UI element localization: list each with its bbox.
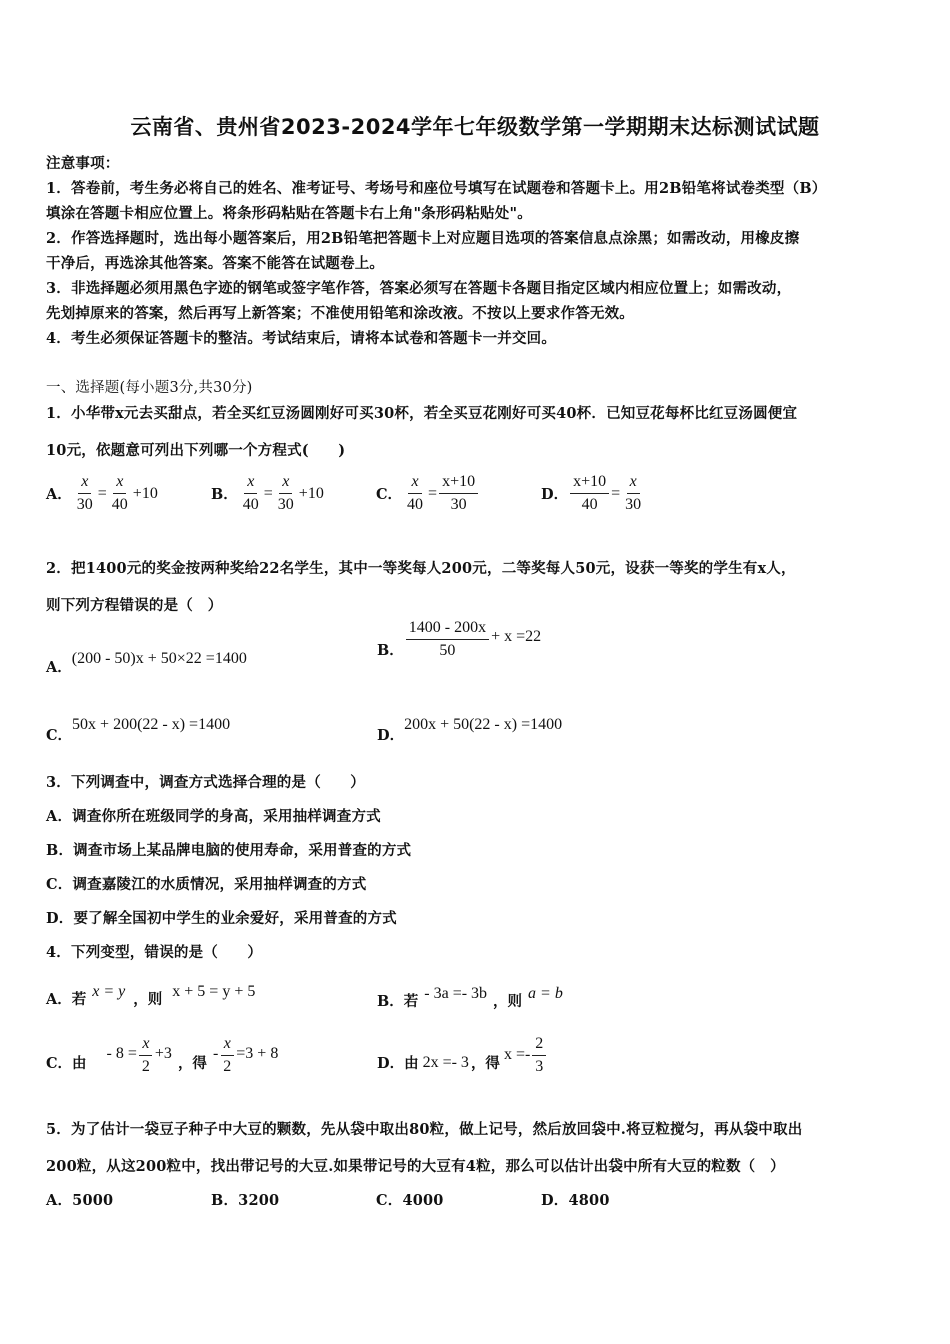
connector-text: ，则 (133, 991, 163, 1008)
q3-option: A．调查你所在班级同学的身高，采用抽样调查方式 (46, 808, 381, 825)
section-heading: 一、选择题(每小题3分,共30分) (46, 380, 253, 396)
notice-heading: 注意事项： (46, 155, 120, 172)
condition-formula: 2x =- 3 (422, 1053, 469, 1071)
frac-den: 30 (625, 496, 642, 513)
notice-line: 1．答卷前，考生务必将自己的姓名、准考证号、考场号和座位号填写在试题卷和答题卡上。用2B铅笔将试卷类型（B） (46, 180, 827, 197)
q1-option-b (211, 472, 324, 515)
q2-option-c (46, 712, 230, 745)
frac-num: x+10 (439, 472, 478, 494)
option-formula (72, 472, 158, 515)
frac-den: 2 (223, 1058, 232, 1075)
option-formula (238, 472, 324, 515)
q5-option-a: A．5000 (46, 1192, 114, 1209)
frac-den: 2 (141, 1058, 150, 1075)
question-1-line1: 1．小华带x元去买甜点，若全买红豆汤圆刚好可买30杯，若全买豆花刚好可买40杯．已知豆花每杯比红豆汤圆便宜 (46, 405, 798, 422)
q4-option-d (377, 1034, 548, 1077)
question-3-stem: 3．下列调查中，调查方式选择合理的是（ ） (46, 774, 365, 791)
question-4-stem: 4．下列变型，错误的是（ ） (46, 944, 263, 961)
result-formula (213, 1034, 278, 1077)
option-label: B． (377, 642, 404, 659)
frac-den: 30 (277, 496, 294, 513)
option-formula (404, 618, 541, 661)
q2-option-b (377, 619, 542, 661)
formula-part: - 8 = (106, 1044, 137, 1062)
q5-option-d: D．4800 (541, 1192, 610, 1209)
frac-num: x (244, 472, 257, 494)
formula-tail: + x =22 (491, 627, 542, 645)
equals: = (97, 484, 107, 502)
option-label: A． (46, 486, 72, 503)
q3-option: B．调查市场上某品牌电脑的使用寿命，采用普查的方式 (46, 842, 412, 859)
option-label: B． (211, 486, 238, 503)
frac-num: x (113, 472, 126, 494)
question-5-line2: 200粒，从这200粒中，找出带记号的大豆.如果带记号的大豆有4粒，那么可以估计出袋中所有大豆的粒数（ ） (46, 1158, 785, 1175)
frac-num: 2 (532, 1034, 546, 1056)
option-label: A．若 (46, 991, 87, 1008)
equals: = (611, 484, 621, 502)
option-formula (402, 472, 480, 515)
frac-den: 50 (439, 642, 456, 659)
option-formula: 50x + 200(22 - x) =1400 (72, 715, 231, 733)
notice-line: 填涂在答题卡相应位置上。将条形码粘贴在答题卡右上角"条形码粘贴处"。 (46, 205, 532, 222)
frac-num: x (139, 1034, 152, 1056)
formula-part: - (212, 1044, 219, 1062)
frac-den: 30 (450, 496, 467, 513)
question-2-line2: 则下列方程错误的是（ ） (46, 597, 223, 614)
q4-option-c (46, 1034, 278, 1077)
option-label: D． (377, 727, 405, 744)
frac-den: 3 (535, 1058, 544, 1075)
frac-den: 30 (76, 496, 93, 513)
result-formula (504, 1034, 548, 1077)
option-formula: (200 - 50)x + 50×22 =1400 (71, 649, 247, 667)
equals: = (263, 484, 273, 502)
option-label: A． (46, 659, 72, 676)
frac-num: x+10 (570, 472, 609, 494)
notice-line: 2．作答选择题时，选出每小题答案后，用2B铅笔把答题卡上对应题目选项的答案信息点涂黑；如需改动，用橡皮擦 (46, 230, 800, 247)
connector-text: ，得 (177, 1055, 207, 1072)
result-formula: a = b (528, 984, 563, 1002)
frac-num: x (627, 472, 640, 494)
result-formula: x + 5 = y + 5 (172, 982, 256, 1000)
q1-option-d (541, 472, 646, 515)
equals: = (428, 484, 438, 502)
notice-line: 4．考生必须保证答题卡的整洁。考试结束后，请将本试卷和答题卡一并交回。 (46, 330, 557, 347)
q1-option-a (46, 472, 158, 515)
frac-num: x (221, 1034, 234, 1056)
q3-option: D．要了解全国初中学生的业余爱好，采用普查的方式 (46, 910, 397, 927)
connector-text: ，则 (493, 993, 523, 1010)
question-2-line1: 2．把1400元的奖金按两种奖给22名学生，其中一等奖每人200元，二等奖每人50元，设获一等奖的学生有x人， (46, 560, 796, 577)
option-formula (568, 472, 646, 515)
page-title: 云南省、贵州省2023-2024学年七年级数学第一学期期末达标测试试题 (130, 115, 820, 139)
frac-den: 40 (407, 496, 424, 513)
option-label: D． (541, 486, 569, 503)
formula-tail: +10 (298, 484, 324, 502)
option-label: B．若 (377, 993, 419, 1010)
formula-part: +3 (154, 1044, 172, 1062)
q4-option-a (46, 974, 255, 1009)
frac-den: 40 (242, 496, 259, 513)
frac-den: 40 (581, 496, 598, 513)
frac-num: x (279, 472, 292, 494)
option-label: C．由 (46, 1055, 87, 1072)
q5-option-c: C．4000 (376, 1192, 444, 1209)
q2-option-a (46, 648, 247, 677)
notice-line: 3．非选择题必须用黑色字迹的钢笔或签字笔作答，答案必须写在答题卡各题目指定区域内相应位置上；如需改动， (46, 280, 792, 297)
formula-part: =3 + 8 (236, 1044, 279, 1062)
question-5-line1: 5．为了估计一袋豆子种子中大豆的颗数，先从袋中取出80粒，做上记号，然后放回袋中.将豆粒搅匀，再从袋中取出 (46, 1121, 803, 1138)
option-label: D．由 (377, 1055, 419, 1072)
connector-text: ，得 (470, 1055, 500, 1072)
frac-num: x (408, 472, 421, 494)
notice-line: 先划掉原来的答案，然后再写上新答案；不准使用铅笔和涂改液。不按以上要求作答无效。 (46, 305, 634, 322)
q4-option-b (377, 976, 563, 1011)
option-label: C． (376, 486, 403, 503)
notice-line: 干净后，再选涂其他答案。答案不能答在试题卷上。 (46, 255, 385, 272)
frac-num: x (78, 472, 91, 494)
condition-formula (107, 1034, 172, 1077)
option-label: C． (46, 727, 73, 744)
option-formula: 200x + 50(22 - x) =1400 (404, 715, 563, 733)
q1-option-c (376, 472, 480, 515)
formula-tail: +10 (132, 484, 158, 502)
condition-formula: - 3a =- 3b (424, 984, 488, 1002)
frac-num: 1400 - 200x (406, 618, 489, 640)
question-1-line2: 10元，依题意可列出下列哪一个方程式( ) (46, 442, 346, 459)
q3-option: C．调查嘉陵江的水质情况，采用抽样调查的方式 (46, 876, 367, 893)
condition-formula: x = y (92, 982, 126, 1000)
frac-den: 40 (111, 496, 128, 513)
q2-option-d (377, 712, 562, 745)
q5-option-b: B．3200 (211, 1192, 280, 1209)
formula-part: x =- (503, 1045, 531, 1063)
